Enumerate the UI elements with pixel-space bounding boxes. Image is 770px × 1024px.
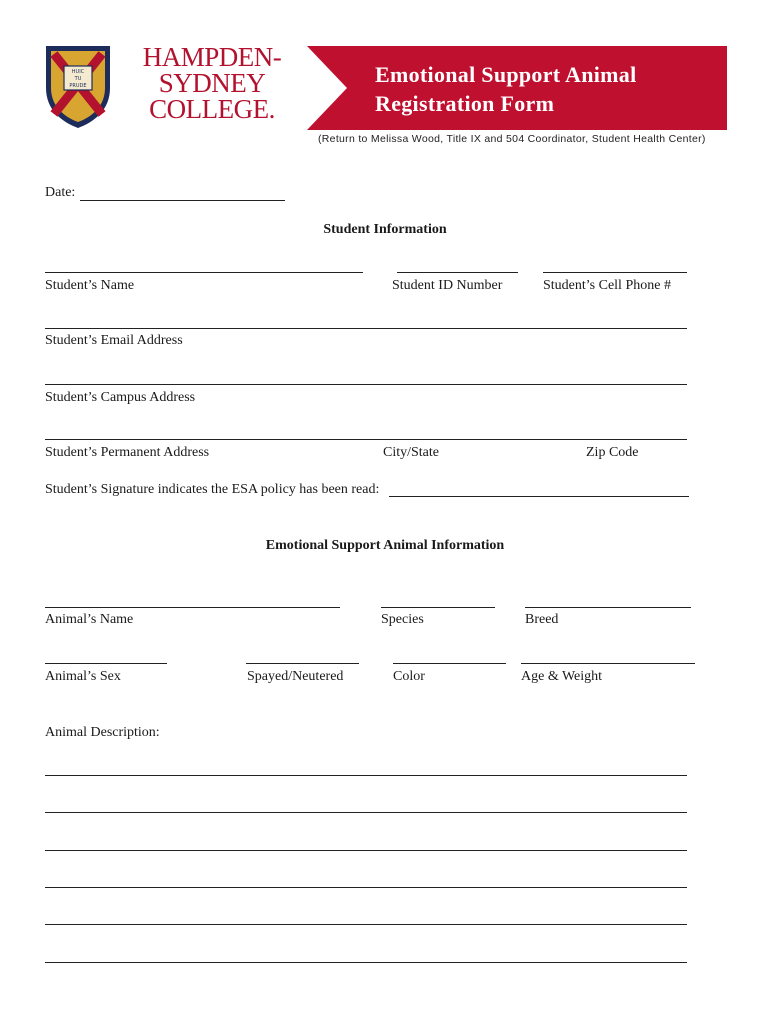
college-shield-logo: [44, 44, 112, 130]
signature-label: Student’s Signature indicates the ESA policy has been read:: [45, 482, 380, 497]
animal-sex-field[interactable]: [45, 663, 167, 664]
animal-description-line[interactable]: [45, 962, 687, 963]
breed-label: Breed: [525, 612, 559, 627]
student-name-label: Student’s Name: [45, 278, 135, 293]
spayed-neutered-field[interactable]: [246, 663, 359, 664]
signature-field[interactable]: [389, 496, 689, 497]
animal-description-line[interactable]: [45, 850, 687, 851]
wordmark-line-2: SYDNEY: [158, 68, 266, 98]
form-title-line-2: Registration Form: [375, 91, 555, 116]
animal-description-line[interactable]: [45, 775, 687, 776]
animal-name-label: Animal’s Name: [45, 612, 134, 627]
shield-motto-2: TU: [74, 76, 82, 82]
wordmark-line-1: HAMPDEN-: [142, 42, 282, 72]
spayed-neutered-label: Spayed/Neutered: [247, 669, 344, 684]
breed-field[interactable]: [525, 607, 691, 608]
student-email-field[interactable]: [45, 328, 687, 329]
student-campus-address-label: Student’s Campus Address: [45, 390, 196, 405]
student-permanent-address-label: Student’s Permanent Address: [45, 445, 210, 460]
animal-description-line[interactable]: [45, 887, 687, 888]
color-field[interactable]: [393, 663, 506, 664]
age-weight-field[interactable]: [521, 663, 695, 664]
return-instructions: (Return to Melissa Wood, Title IX and 504 Coordinator, Student Health Center): [318, 133, 706, 145]
animal-description-line[interactable]: [45, 924, 687, 925]
shield-motto-1: HUIC: [71, 69, 85, 75]
shield-motto-3: PRUDE: [69, 83, 87, 89]
college-wordmark: [122, 44, 302, 122]
form-title: [375, 60, 720, 118]
student-id-field[interactable]: [397, 272, 518, 273]
student-campus-address-field[interactable]: [45, 384, 687, 385]
species-label: Species: [381, 612, 424, 627]
student-id-label: Student ID Number: [392, 278, 503, 293]
date-field[interactable]: [80, 200, 285, 201]
student-phone-field[interactable]: [543, 272, 687, 273]
student-section-heading: Student Information: [323, 222, 447, 237]
color-label: Color: [393, 669, 425, 684]
animal-section-heading: Emotional Support Animal Information: [265, 538, 505, 553]
zip-code-label: Zip Code: [586, 445, 639, 460]
animal-description-label: Animal Description:: [45, 725, 160, 740]
form-title-line-1: Emotional Support Animal: [375, 62, 637, 87]
city-state-label: City/State: [383, 445, 439, 460]
wordmark-line-3: COLLEGE.: [149, 94, 275, 124]
animal-sex-label: Animal’s Sex: [45, 669, 121, 684]
species-field[interactable]: [381, 607, 495, 608]
student-name-field[interactable]: [45, 272, 363, 273]
animal-name-field[interactable]: [45, 607, 340, 608]
student-phone-label: Student’s Cell Phone #: [543, 278, 671, 293]
animal-description-line[interactable]: [45, 812, 687, 813]
student-email-label: Student’s Email Address: [45, 333, 183, 348]
age-weight-label: Age & Weight: [521, 669, 603, 684]
student-permanent-address-field[interactable]: [45, 439, 687, 440]
date-label: Date:: [45, 185, 76, 200]
